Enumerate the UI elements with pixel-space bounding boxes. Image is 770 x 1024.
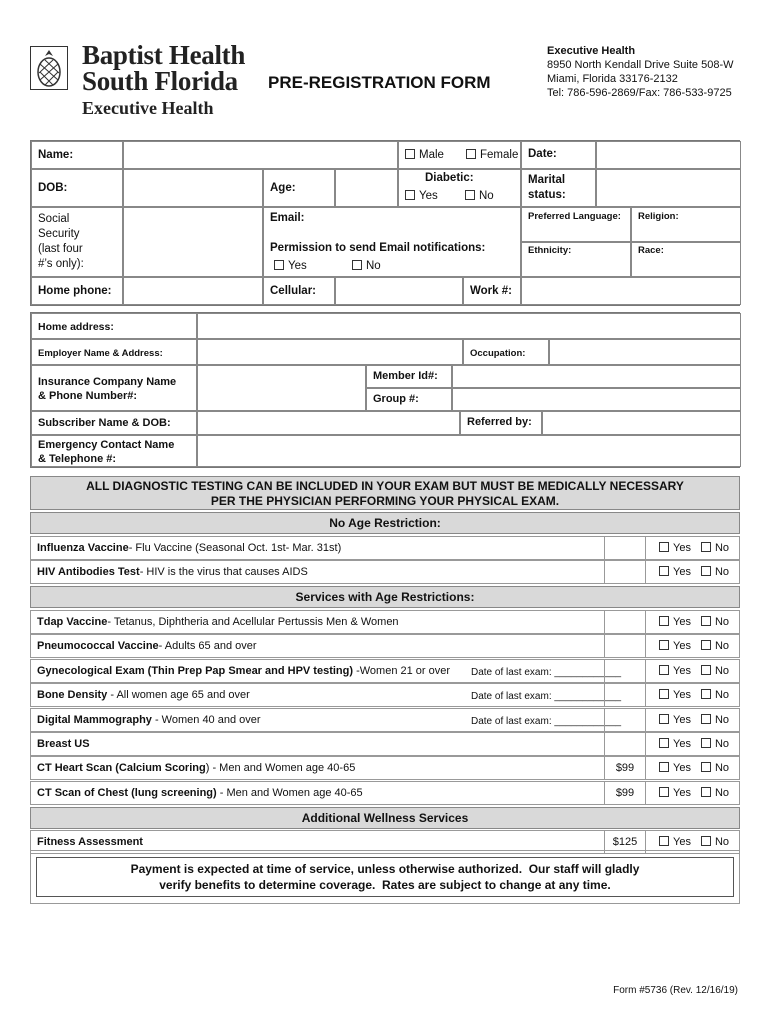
service-description: - Tetanus, Diphtheria and Acellular Pertussis Men & Women <box>107 616 399 628</box>
yes-checkbox[interactable] <box>659 689 669 699</box>
address-line: Tel: 786-596-2869/Fax: 786-533-9725 <box>547 87 732 99</box>
service-price <box>604 611 646 633</box>
service-price <box>604 684 646 706</box>
service-name <box>37 640 257 652</box>
no-checkbox[interactable] <box>701 738 711 748</box>
no-checkbox[interactable] <box>701 689 711 699</box>
yes-text: Yes <box>673 566 691 579</box>
ssn-label-cell <box>31 207 123 277</box>
occupation-label: Occupation: <box>470 348 526 359</box>
yes-text: Yes <box>673 542 691 554</box>
service-price <box>604 561 646 583</box>
no-checkbox[interactable] <box>701 665 711 675</box>
yes-no-options <box>659 714 729 726</box>
work-field[interactable] <box>521 277 741 305</box>
diabetic-yes-text: Yes <box>419 190 438 202</box>
work-label-cell <box>463 277 521 305</box>
email-no[interactable] <box>352 260 381 272</box>
service-name <box>37 738 90 750</box>
female-option[interactable] <box>466 149 518 161</box>
marital-label-cell <box>521 169 596 207</box>
no-text: No <box>714 689 730 702</box>
no-checkbox[interactable] <box>701 787 711 797</box>
no-text: No <box>714 542 730 554</box>
address-block <box>547 44 733 100</box>
no-checkbox[interactable] <box>701 542 711 552</box>
service-title: CT Scan of Chest (lung screening) <box>37 786 217 799</box>
yes-no-options <box>659 836 729 848</box>
emergency-field[interactable] <box>197 435 741 467</box>
cellular-label-cell <box>263 277 335 305</box>
referred-label-cell <box>460 411 542 435</box>
service-title: CT Heart Scan (Calcium Scoring <box>37 762 206 775</box>
service-row <box>30 560 740 584</box>
cellular-field[interactable] <box>335 277 463 305</box>
diabetic-no[interactable] <box>465 190 494 202</box>
service-description: -Women 21 or over <box>353 664 451 677</box>
group-label: Group #: <box>373 393 419 405</box>
service-price <box>604 709 646 731</box>
employer-field[interactable] <box>197 339 463 365</box>
service-name <box>37 714 261 726</box>
employer-label: Employer Name & Address: <box>38 348 163 359</box>
service-name <box>37 836 143 848</box>
no-checkbox[interactable] <box>701 714 711 724</box>
race-cell[interactable] <box>631 242 741 277</box>
service-title: Breast US <box>37 738 90 750</box>
yes-checkbox[interactable] <box>659 836 669 846</box>
yes-no-options <box>659 665 729 677</box>
member-id-label: Member Id#: <box>373 370 438 382</box>
service-description: ) - Men and Women age 40-65 <box>205 762 356 775</box>
service-price <box>604 660 646 682</box>
email-no-text: No <box>366 260 381 272</box>
service-title: Tdap Vaccine <box>37 616 108 628</box>
occupation-label-cell <box>463 339 549 365</box>
male-option[interactable] <box>405 149 444 161</box>
pref-language-label: Preferred Language: <box>528 211 621 222</box>
yes-no-options <box>659 640 729 652</box>
cellular-label: Cellular: <box>270 285 317 297</box>
ethnicity-cell[interactable] <box>521 242 631 277</box>
form-number: Form #5736 (Rev. 12/16/19) <box>613 985 738 996</box>
service-title: Digital Mammography <box>37 713 152 726</box>
diabetic-yes[interactable] <box>405 190 438 202</box>
address-line: 8950 North Kendall Drive Suite 508-W <box>547 59 734 71</box>
service-title: HIV Antibodies Test <box>37 566 140 579</box>
subscriber-label: Subscriber Name & DOB: <box>38 417 171 429</box>
yes-text: Yes <box>673 738 691 750</box>
service-row <box>30 781 740 805</box>
service-price <box>604 537 646 559</box>
home-address-label-cell <box>31 313 197 339</box>
no-text: No <box>714 836 730 848</box>
no-text: No <box>714 664 730 677</box>
date-field[interactable] <box>596 141 741 169</box>
service-price: $99 <box>604 782 646 804</box>
subscriber-label-cell <box>31 411 197 435</box>
referred-field[interactable] <box>542 411 741 435</box>
last-exam-date-field[interactable]: Date of last exam: ____________ <box>471 715 622 727</box>
ssn-field[interactable] <box>123 207 263 277</box>
member-id-field[interactable] <box>452 365 741 388</box>
yes-text: Yes <box>673 640 691 653</box>
pref-language-cell[interactable] <box>521 207 631 242</box>
no-text: No <box>714 640 730 653</box>
home-address-field[interactable] <box>197 313 741 339</box>
female-checkbox[interactable] <box>466 149 476 159</box>
no-text: No <box>714 738 730 750</box>
service-description: - Men and Women age 40-65 <box>216 786 363 799</box>
yes-no-options <box>659 738 729 750</box>
email-label: Email: <box>270 212 305 224</box>
no-checkbox[interactable] <box>701 836 711 846</box>
yes-checkbox[interactable] <box>659 714 669 724</box>
referred-label: Referred by: <box>467 416 532 428</box>
age-label: Age: <box>270 182 296 194</box>
service-title: Fitness Assessment <box>37 836 143 848</box>
date-label-cell <box>521 141 596 169</box>
service-price: $125 <box>604 831 646 853</box>
name-label-cell <box>31 141 123 169</box>
email-yes[interactable] <box>274 260 307 272</box>
yes-text: Yes <box>673 616 691 628</box>
date-label: Date: <box>528 148 557 160</box>
diagnostic-notice: ALL DIAGNOSTIC TESTING CAN BE INCLUDED IN YOUR EXAM BUT MUST BE MEDICALLY NECESSARY PER THE PHYSICIAN PERFORMING YOUR PHYSICAL EXAM. <box>30 476 740 510</box>
service-row <box>30 634 740 658</box>
race-label: Race: <box>638 245 664 256</box>
yes-no-options <box>659 787 729 799</box>
form-title: PRE-REGISTRATION FORM <box>268 73 491 92</box>
service-row <box>30 659 740 683</box>
email-no-checkbox[interactable] <box>352 260 362 270</box>
service-title: Gynecological Exam (Thin Prep Pap Smear and HPV testing) <box>37 664 354 677</box>
service-row <box>30 536 740 560</box>
yes-text: Yes <box>673 689 691 702</box>
service-description: - Flu Vaccine (Seasonal Oct. 1st- Mar. 31st) <box>128 542 342 554</box>
male-text: Male <box>419 149 444 161</box>
no-age-restriction-header: No Age Restriction: <box>30 512 740 534</box>
no-text: No <box>714 786 730 799</box>
home-phone-label: Home phone: <box>38 285 112 297</box>
diabetic-yes-checkbox[interactable] <box>405 190 415 200</box>
marital-field[interactable] <box>596 169 741 207</box>
insurance-field[interactable] <box>197 365 366 411</box>
no-text: No <box>714 616 730 628</box>
service-name <box>37 616 399 628</box>
insurance-label-cell <box>31 365 197 411</box>
no-checkbox[interactable] <box>701 762 711 772</box>
yes-checkbox[interactable] <box>659 542 669 552</box>
employer-label-cell <box>31 339 197 365</box>
brand-line2: South Florida <box>82 66 238 96</box>
name-field[interactable] <box>123 141 398 169</box>
service-title: Influenza Vaccine <box>37 542 129 554</box>
last-exam-date-field[interactable]: Date of last exam: ____________ <box>471 691 622 703</box>
no-text: No <box>714 713 730 726</box>
service-row <box>30 610 740 634</box>
service-price: $99 <box>604 757 646 779</box>
service-row <box>30 756 740 780</box>
service-name <box>37 787 363 799</box>
service-price <box>604 635 646 657</box>
member-id-label-cell <box>366 365 452 388</box>
dob-label-cell <box>31 169 123 207</box>
religion-cell[interactable] <box>631 207 741 242</box>
no-checkbox[interactable] <box>701 616 711 626</box>
insurance-label: Insurance Company Name & Phone Number#: <box>38 376 177 402</box>
no-text: No <box>714 566 730 579</box>
marital-label: Marital status: <box>528 174 566 201</box>
age-label-cell <box>263 169 335 207</box>
service-name <box>37 542 341 554</box>
yes-checkbox[interactable] <box>659 787 669 797</box>
patient-info-grid <box>30 140 740 306</box>
service-name <box>37 566 308 578</box>
service-row <box>30 683 740 707</box>
religion-label: Religion: <box>638 211 679 222</box>
home-phone-label-cell <box>31 277 123 305</box>
yes-checkbox[interactable] <box>659 762 669 772</box>
dob-label: DOB: <box>38 182 68 194</box>
ssn-label: Social Security (last four #’s only): <box>38 213 84 270</box>
female-text: Female <box>480 149 519 161</box>
yes-text: Yes <box>673 786 691 799</box>
brand-line1: Baptist Health <box>82 40 246 70</box>
yes-text: Yes <box>673 836 691 848</box>
subscriber-field[interactable] <box>197 411 460 435</box>
male-checkbox[interactable] <box>405 149 415 159</box>
service-title: Bone Density <box>37 689 108 702</box>
wellness-header: Additional Wellness Services <box>30 807 740 829</box>
emergency-label: Emergency Contact Name & Telephone #: <box>38 439 175 465</box>
yes-no-options <box>659 616 729 628</box>
email-permission-label: Permission to send Email notifications: <box>270 242 486 254</box>
yes-checkbox[interactable] <box>659 640 669 650</box>
service-description: - All women age 65 and over <box>107 689 250 702</box>
yes-checkbox[interactable] <box>659 616 669 626</box>
group-field[interactable] <box>452 388 741 411</box>
service-description: - Adults 65 and over <box>158 640 257 653</box>
brand-line3: Executive Health <box>82 98 214 118</box>
home-phone-field[interactable] <box>123 277 263 305</box>
diabetic-label: Diabetic: <box>425 172 474 184</box>
yes-no-options <box>659 542 729 554</box>
yes-checkbox[interactable] <box>659 566 669 576</box>
address-line: Miami, Florida 33176-2132 <box>547 73 678 85</box>
work-label: Work #: <box>470 285 512 297</box>
yes-no-options <box>659 566 729 578</box>
occupation-field[interactable] <box>549 339 741 365</box>
emergency-label-cell <box>31 435 197 467</box>
service-row <box>30 708 740 732</box>
age-restriction-header: Services with Age Restrictions: <box>30 586 740 608</box>
diabetic-cell <box>398 169 521 207</box>
diabetic-no-text: No <box>479 190 494 202</box>
yes-text: Yes <box>673 762 691 775</box>
service-name <box>37 665 450 677</box>
group-label-cell <box>366 388 452 411</box>
ethnicity-label: Ethnicity: <box>528 245 572 256</box>
no-checkbox[interactable] <box>701 566 711 576</box>
pineapple-logo-icon <box>30 46 68 90</box>
yes-checkbox[interactable] <box>659 665 669 675</box>
service-title: Pneumococcal Vaccine <box>37 640 159 653</box>
service-name <box>37 689 250 701</box>
email-yes-checkbox[interactable] <box>274 260 284 270</box>
service-name <box>37 762 355 774</box>
yes-no-options <box>659 689 729 701</box>
yes-text: Yes <box>673 664 691 677</box>
service-row <box>30 732 740 756</box>
yes-no-options <box>659 762 729 774</box>
address-line: Executive Health <box>547 45 636 57</box>
email-yes-text: Yes <box>288 260 307 272</box>
last-exam-date-field[interactable]: Date of last exam: ____________ <box>471 666 622 678</box>
service-description: - Women 40 and over <box>151 713 261 726</box>
service-description: - HIV is the virus that causes AIDS <box>139 566 308 579</box>
dob-field[interactable] <box>123 169 263 207</box>
diabetic-no-checkbox[interactable] <box>465 190 475 200</box>
service-price <box>604 733 646 755</box>
age-field[interactable] <box>335 169 398 207</box>
payment-notice: Payment is expected at time of service, unless otherwise authorized. Our staff will gladly verify benefits to determine coverage. Rates are subject to change at any time. <box>36 857 734 897</box>
no-checkbox[interactable] <box>701 640 711 650</box>
name-label: Name: <box>38 149 74 161</box>
home-address-label: Home address: <box>38 321 114 333</box>
sex-cell <box>398 141 521 169</box>
contact-info-grid <box>30 312 740 468</box>
yes-text: Yes <box>673 713 691 726</box>
yes-checkbox[interactable] <box>659 738 669 748</box>
email-cell <box>263 207 521 277</box>
no-text: No <box>714 762 730 775</box>
